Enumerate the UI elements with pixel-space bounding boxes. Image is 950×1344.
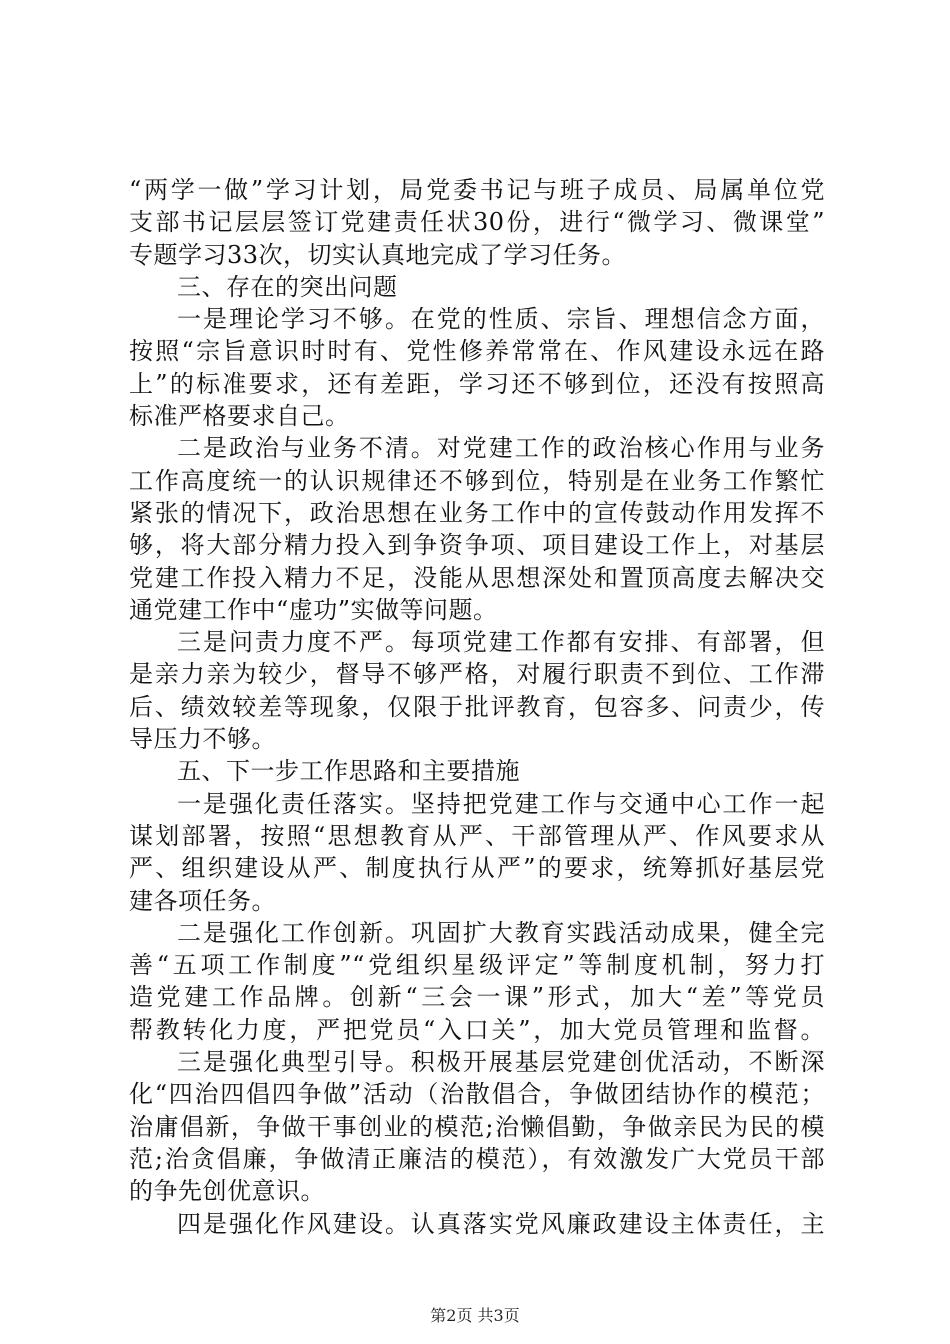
section-heading: 五、下一步工作思路和主要措施 xyxy=(177,757,520,786)
body-line: 二是强化工作创新。巩固扩大教育实践活动成果，健全完 xyxy=(177,918,825,947)
body-line: 善“五项工作制度”“党组织星级评定”等制度机制，努力打 xyxy=(129,951,825,980)
body-line: 通党建工作中“虚功”实做等问题。 xyxy=(129,595,498,624)
body-line: 三是问责力度不严。每项党建工作都有安排、有部署，但 xyxy=(177,628,825,657)
page-footer: 第2页 共3页 xyxy=(430,1306,520,1325)
body-line: 四是强化作风建设。认真落实党风廉政建设主体责任，主 xyxy=(177,1209,825,1238)
body-line: 导压力不够。 xyxy=(129,725,276,754)
body-line: 造党建工作品牌。创新“三会一课”形式，加大“差”等党员 xyxy=(129,983,825,1012)
body-line: 后、绩效较差等现象，仅限于批评教育，包容多、问责少，传 xyxy=(129,692,825,721)
body-line: 三是强化典型引导。积极开展基层党建创优活动，不断深 xyxy=(177,1048,825,1077)
body-line: 帮教转化力度，严把党员“入口关”，加大党员管理和监督。 xyxy=(129,1015,825,1044)
body-line: 标准严格要求自己。 xyxy=(129,402,350,431)
body-line: 够，将大部分精力投入到争资争项、项目建设工作上，对基层 xyxy=(129,531,825,560)
body-line: 的争先创优意识。 xyxy=(129,1177,325,1206)
body-line: 治庸倡新，争做干事创业的模范;治懒倡勤，争做亲民为民的模 xyxy=(129,1112,825,1141)
body-line: 一是强化责任落实。坚持把党建工作与交通中心工作一起 xyxy=(177,789,825,818)
body-line: 建各项任务。 xyxy=(129,886,276,915)
body-line: “两学一做”学习计划，局党委书记与班子成员、局属单位党 xyxy=(129,176,825,204)
body-line: 严、组织建设从严、制度执行从严”的要求，统筹抓好基层党 xyxy=(129,854,825,883)
body-line: 党建工作投入精力不足，没能从思想深处和置顶高度去解决交 xyxy=(129,563,825,592)
body-line: 紧张的情况下，政治思想在业务工作中的宣传鼓动作用发挥不 xyxy=(129,498,825,527)
body-line: 上”的标准要求，还有差距，学习还不够到位，还没有按照高 xyxy=(129,369,825,398)
body-line: 专题学习33次，切实认真地完成了学习任务。 xyxy=(129,240,627,269)
body-line: 支部书记层层签订党建责任状30份，进行“微学习、微课堂” xyxy=(129,208,825,237)
body-line: 化“四治四倡四争做”活动（治散倡合，争做团结协作的模范； xyxy=(129,1080,825,1109)
body-line: 工作高度统一的认识规律还不够到位，特别是在业务工作繁忙 xyxy=(129,466,825,495)
body-line: 二是政治与业务不清。对党建工作的政治核心作用与业务 xyxy=(177,434,825,463)
document-body xyxy=(129,174,825,1240)
body-line: 按照“宗旨意识时时有、党性修养常常在、作风建设永远在路 xyxy=(129,337,825,366)
body-line: 是亲力亲为较少，督导不够严格，对履行职责不到位、工作滞 xyxy=(129,660,825,689)
body-line: 范;治贪倡廉，争做清正廉洁的模范），有效激发广大党员干部 xyxy=(129,1144,825,1173)
section-heading: 三、存在的突出问题 xyxy=(177,272,398,301)
body-line: 谋划部署，按照“思想教育从严、干部管理从严、作风要求从 xyxy=(129,821,825,850)
body-line: 一是理论学习不够。在党的性质、宗旨、理想信念方面， xyxy=(177,305,825,334)
